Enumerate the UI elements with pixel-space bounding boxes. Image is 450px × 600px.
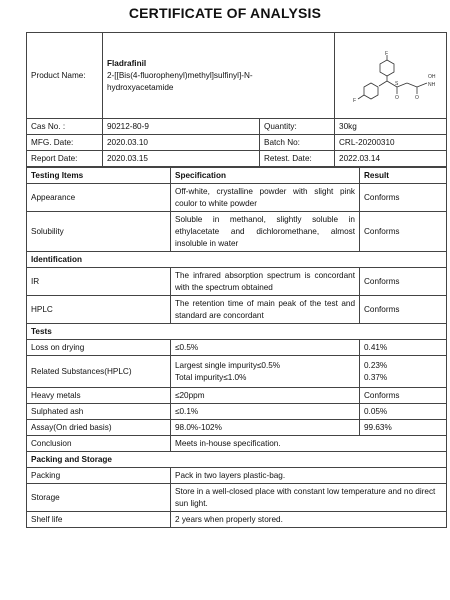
spec-conclusion: Meets in-house specification. <box>171 436 447 452</box>
table-row <box>27 356 447 388</box>
document-title: CERTIFICATE OF ANALYSIS <box>128 5 322 21</box>
retest-date-label: Retest. Date: <box>260 151 335 167</box>
table-row <box>27 436 447 452</box>
spec-shelf-life: 2 years when properly stored. <box>171 512 447 528</box>
table-row <box>27 404 447 420</box>
item-ir: IR <box>27 268 171 296</box>
spec-appearance: Off-white, crystalline powder with slight pink coulor to white powder <box>171 184 360 212</box>
product-name: Fladrafinil <box>107 58 147 68</box>
spec-single-impurity: Largest single impurity≤0.5% <box>175 360 281 370</box>
result-assay: 99.63% <box>360 420 447 436</box>
table-row <box>27 388 447 404</box>
structure-nh: NH <box>428 81 436 88</box>
table-row <box>27 212 447 252</box>
item-assay: Assay(On dried basis) <box>27 420 171 436</box>
result-hplc: Conforms <box>360 296 447 324</box>
header-result: Result <box>360 168 447 184</box>
spec-solubility: Soluble in methanol, slightly soluble in ethylacetate and dichloromethane, almost insoluble in water <box>171 212 360 252</box>
result-heavy-metals: Conforms <box>360 388 447 404</box>
spec-assay: 98.0%-102% <box>171 420 360 436</box>
table-row <box>27 512 447 528</box>
result-related-substances <box>360 356 447 388</box>
spec-ir: The infrared absorption spectrum is concordant with the spectrum obtained <box>171 268 360 296</box>
cas-value: 90212-80-9 <box>103 119 260 135</box>
table-row <box>27 420 447 436</box>
section-tests: Tests <box>27 324 447 340</box>
result-appearance: Conforms <box>360 184 447 212</box>
result-total-impurity: 0.37% <box>364 372 388 382</box>
product-info-table <box>26 32 447 167</box>
structure-o1: O <box>395 94 399 101</box>
structure-o2: O <box>415 94 419 101</box>
spec-storage: Store in a well-closed place with constant low temperature and no direct sun light. <box>171 484 447 512</box>
header-specification: Specification <box>171 168 360 184</box>
item-conclusion: Conclusion <box>27 436 171 452</box>
table-row <box>27 184 447 212</box>
item-appearance: Appearance <box>27 184 171 212</box>
result-ir: Conforms <box>360 268 447 296</box>
structure-f-bottom: F <box>353 97 357 104</box>
item-related-substances: Related Substances(HPLC) <box>27 356 171 388</box>
chemical-name-line2: hydroxyacetamide <box>107 82 174 92</box>
result-single-impurity: 0.23% <box>364 360 388 370</box>
table-row <box>27 484 447 512</box>
item-hplc: HPLC <box>27 296 171 324</box>
section-packing-storage: Packing and Storage <box>27 452 447 468</box>
item-loss-on-drying: Loss on drying <box>27 340 171 356</box>
item-heavy-metals: Heavy metals <box>27 388 171 404</box>
report-date-label: Report Date: <box>27 151 103 167</box>
product-name-label: Product Name: <box>27 33 103 119</box>
spec-total-impurity: Total impurity≤1.0% <box>175 372 247 382</box>
spec-hplc: The retention time of main peak of the test and standard are concordant <box>171 296 360 324</box>
header-testing-items: Testing Items <box>27 168 171 184</box>
retest-date-value: 2022.03.14 <box>335 151 447 167</box>
table-row <box>27 340 447 356</box>
table-row <box>27 468 447 484</box>
item-solubility: Solubility <box>27 212 171 252</box>
quantity-value: 30kg <box>335 119 447 135</box>
spec-related-substances <box>171 356 360 388</box>
batch-no-label: Batch No: <box>260 135 335 151</box>
product-name-cell <box>103 33 335 119</box>
batch-no-value: CRL-20200310 <box>335 135 447 151</box>
item-storage: Storage <box>27 484 171 512</box>
mfg-date-value: 2020.03.10 <box>103 135 260 151</box>
spec-loss-on-drying: ≤0.5% <box>171 340 360 356</box>
spec-sulphated-ash: ≤0.1% <box>171 404 360 420</box>
result-sulphated-ash: 0.05% <box>360 404 447 420</box>
mfg-date-label: MFG. Date: <box>27 135 103 151</box>
chemical-structure-image <box>339 48 442 104</box>
item-shelf-life: Shelf life <box>27 512 171 528</box>
result-solubility: Conforms <box>360 212 447 252</box>
table-row <box>27 296 447 324</box>
item-packing: Packing <box>27 468 171 484</box>
spec-heavy-metals: ≤20ppm <box>171 388 360 404</box>
spec-packing: Pack in two layers plastic-bag. <box>171 468 447 484</box>
structure-f-top: F <box>385 50 389 57</box>
item-sulphated-ash: Sulphated ash <box>27 404 171 420</box>
quantity-label: Quantity: <box>260 119 335 135</box>
report-date-value: 2020.03.15 <box>103 151 260 167</box>
structure-drawing <box>341 50 445 106</box>
structure-oh: OH <box>428 73 436 80</box>
cas-label: Cas No. : <box>27 119 103 135</box>
table-row <box>27 268 447 296</box>
structure-cell <box>335 33 447 119</box>
result-loss-on-drying: 0.41% <box>360 340 447 356</box>
structure-s: S <box>395 80 399 87</box>
chemical-name-line1: 2-[[Bis(4-fluorophenyl)methyl]sulfinyl]-N- <box>107 70 253 80</box>
test-results-table <box>26 167 447 528</box>
section-identification: Identification <box>27 252 447 268</box>
